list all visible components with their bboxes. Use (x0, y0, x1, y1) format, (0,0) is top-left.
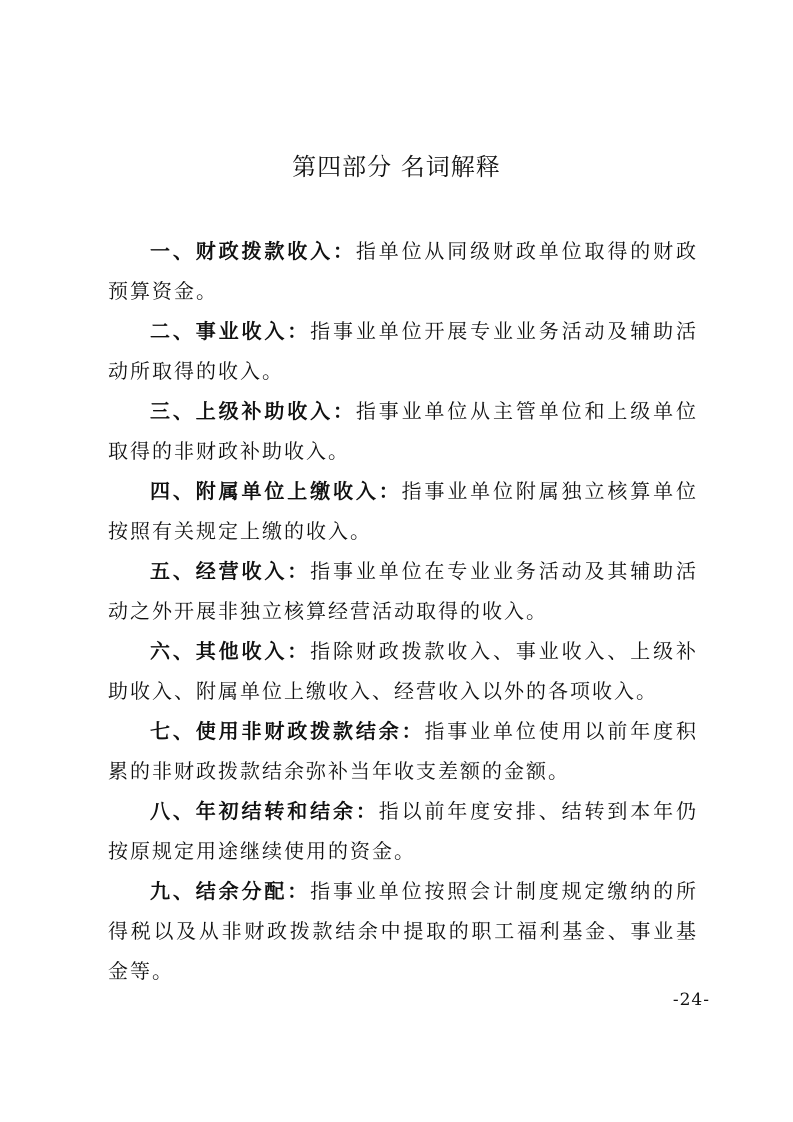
definition-entry-3 (108, 391, 698, 471)
definition-entry-5 (108, 551, 698, 631)
definition-text: 指除财政拨款收入、事业收入、上级补助收入、附属单位上缴收入、经营收入以外的各项收入。 (108, 639, 699, 703)
definition-term: 七、使用非财政拨款结余： (150, 719, 425, 743)
definition-text: 指以前年度安排、结转到本年仍按原规定用途继续使用的资金。 (108, 799, 699, 863)
definition-term: 四、附属单位上缴收入： (150, 479, 402, 503)
definition-entry-1 (108, 231, 698, 311)
definition-term: 六、其他收入： (150, 639, 311, 663)
definition-text: 指事业单位附属独立核算单位按照有关规定上缴的收入。 (108, 479, 699, 543)
definition-entry-6 (108, 631, 698, 711)
definition-text: 指事业单位使用以前年度积累的非财政拨款结余弥补当年收支差额的金额。 (108, 719, 699, 783)
definition-text: 指事业单位从主管单位和上级单位取得的非财政补助收入。 (108, 399, 699, 463)
definition-list (108, 231, 698, 991)
definition-term: 三、上级补助收入： (150, 399, 356, 423)
page-number: -24- (672, 990, 710, 1010)
definition-entry-8 (108, 791, 698, 871)
definition-term: 八、年初结转和结余： (150, 799, 379, 823)
definition-text: 指事业单位按照会计制度规定缴纳的所得税以及从非财政拨款结余中提取的职工福利基金、事业基金等。 (108, 879, 699, 983)
definition-text: 指事业单位开展专业业务活动及辅助活动所取得的收入。 (108, 319, 699, 383)
page-title: 第四部分 名词解释 (292, 153, 501, 181)
definition-entry-9 (108, 871, 698, 991)
definition-term: 一、财政拨款收入： (150, 239, 356, 263)
definition-term: 二、事业收入： (150, 319, 311, 343)
definition-entry-4 (108, 471, 698, 551)
definition-term: 九、结余分配： (150, 879, 311, 903)
definition-term: 五、经营收入： (150, 559, 311, 583)
definition-entry-7 (108, 711, 698, 791)
definition-text: 指事业单位在专业业务活动及其辅助活动之外开展非独立核算经营活动取得的收入。 (108, 559, 699, 623)
definition-text: 指单位从同级财政单位取得的财政预算资金。 (108, 239, 699, 303)
definition-entry-2 (108, 311, 698, 391)
